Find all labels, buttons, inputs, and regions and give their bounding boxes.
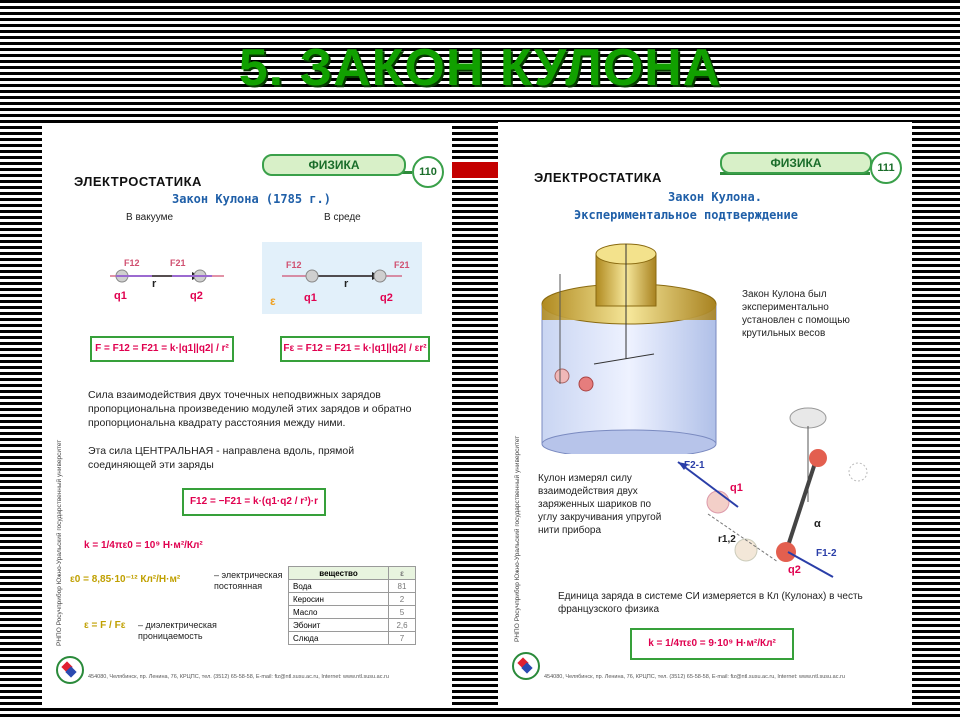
medium-q2-label: q2: [380, 292, 393, 304]
eps-label: ε: [270, 294, 276, 308]
text-measurement: Кулон измерял силу взаимодействия двух заряженных шариков по углу закручивания упругой нити прибора: [538, 473, 662, 536]
side-text: РНПО Росучприбор Южно-Уральский государственный университет: [56, 439, 63, 646]
subtitle: Закон Кулона (1785 г.): [172, 192, 331, 206]
f21-label: F2-1: [684, 460, 705, 471]
slide-title: 5. ЗАКОН КУЛОНА: [238, 39, 722, 97]
permittivity-table: [288, 566, 416, 645]
f12-label: F12: [124, 258, 140, 268]
formula-vacuum: F = F12 = F21 = k·|q1||q2| / r²: [90, 336, 234, 362]
f12-label: F1-2: [816, 548, 837, 559]
table-row: Слюда 7: [289, 632, 416, 645]
text-unit: Единица заряда в системе СИ измеряется в Кл (Кулонах) в честь французского физика: [558, 591, 863, 615]
subject-tab: ФИЗИКА: [262, 154, 406, 176]
table-row: Эбонит 2,6: [289, 619, 416, 632]
formula-medium: Fε = F12 = F21 = k·|q1||q2| / εr²: [280, 336, 430, 362]
central-paragraph: Эта сила ЦЕНТРАЛЬНАЯ - направлена вдоль, прямой соединяющей эти заряды: [88, 445, 355, 471]
footer: 454080, Челябинск, пр. Ленина, 76, КРЦПС, тел. (3512) 65-58-58, E-mail: fiz@ntl.susu.ac.ru, Internet: www.ntl.susu.ac.ru: [88, 674, 389, 680]
section-title: ЭЛЕКТРОСТАТИКА: [534, 170, 662, 185]
medium-label: В среде: [324, 212, 361, 223]
medium-r-label: r: [344, 278, 349, 290]
formula-k: k = 1/4πε0 = 9·10⁹ Н·м²/Кл²: [630, 628, 794, 660]
side-text: РНПО Росучприбор Южно-Уральский государственный университет: [514, 435, 521, 642]
medium-f21-label: F21: [394, 260, 410, 270]
f21-label: F21: [170, 258, 186, 268]
left-page: [42, 126, 452, 708]
page-number: 111: [870, 152, 902, 184]
table-header-eps: ε: [389, 567, 416, 580]
table-row: Масло 5: [289, 606, 416, 619]
table-row: Керосин 2: [289, 593, 416, 606]
constant-eps0: ε0 = 8,85·10⁻¹² Кл²/Н·м²: [70, 574, 181, 585]
alpha-label: α: [814, 518, 821, 530]
q2-label: q2: [788, 564, 801, 576]
eps0-description: – электрическая постоянная: [214, 570, 283, 591]
q1-label: q1: [114, 290, 127, 302]
table-row: Вода 81: [289, 580, 416, 593]
medium-f12-label: F12: [286, 260, 302, 270]
eps-formula: ε = F / Fε: [84, 620, 126, 631]
r-label: r: [152, 278, 157, 290]
page-number: 110: [412, 156, 444, 188]
r12-label: r1,2: [718, 534, 736, 545]
right-page: [498, 122, 912, 706]
subject-tab: ФИЗИКА: [720, 152, 872, 174]
red-divider-strip: [450, 162, 498, 178]
q1-label: q1: [730, 482, 743, 494]
medium-q1-label: q1: [304, 292, 317, 304]
vacuum-label: В вакууме: [126, 212, 174, 223]
q2-label: q2: [190, 290, 203, 302]
section-title: ЭЛЕКТРОСТАТИКА: [74, 174, 202, 189]
logo-icon: [56, 656, 84, 684]
constant-k: k = 1/4πε0 = 10⁹ Н·м²/Кл²: [84, 540, 203, 551]
subtitle-1: Закон Кулона.: [668, 190, 762, 204]
eps-description: – диэлектрическая проницаемость: [138, 620, 217, 641]
table-header-substance: вещество: [289, 567, 389, 580]
force-diagram: [668, 402, 898, 582]
subtitle-2: Экспериментальное подтверждение: [574, 208, 798, 222]
law-paragraph: Сила взаимодействия двух точечных неподвижных зарядов пропорциональна произведению модулей этих зарядов и обратно пропорциональна квадрату расстояния между ними.: [88, 389, 412, 429]
footer: 454080, Челябинск, пр. Ленина, 76, КРЦПС, тел. (3512) 65-58-58, E-mail: fiz@ntl.susu.ac.ru, Internet: www.ntl.susu.ac.ru: [544, 674, 845, 680]
logo-icon: [512, 652, 540, 680]
text-torsion: Закон Кулона был экспериментально установлен с помощью крутильных весов: [742, 289, 850, 339]
vector-formula: F12 = −F21 = k·(q1·q2 / r³)·r: [182, 488, 326, 516]
